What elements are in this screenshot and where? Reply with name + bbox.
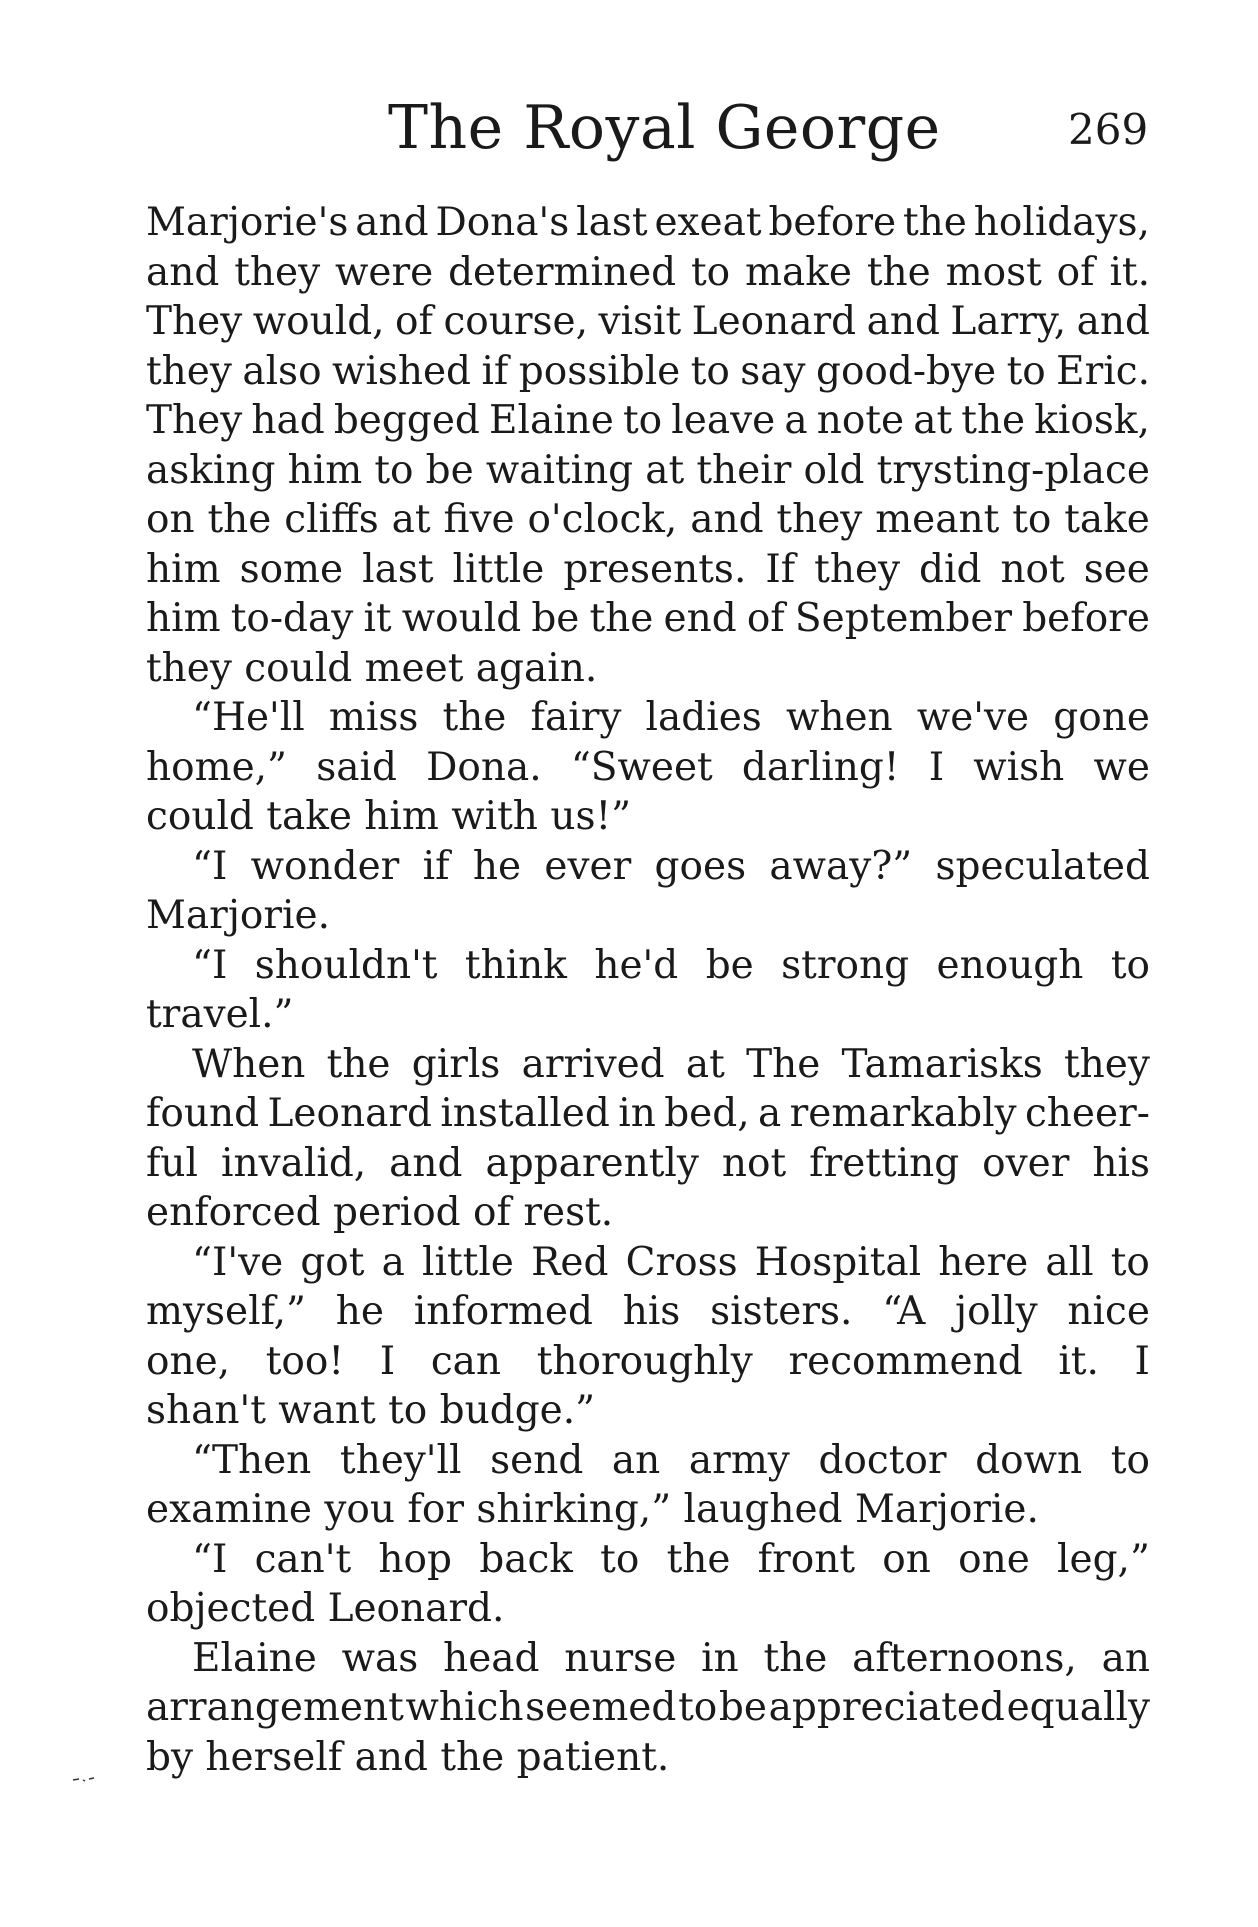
word: little	[422, 1239, 514, 1285]
word: If	[765, 546, 796, 592]
word: shouldn't	[254, 942, 438, 988]
word: he	[472, 843, 522, 889]
word: “Then	[192, 1437, 312, 1483]
word: at	[391, 497, 431, 542]
word: which	[405, 1685, 524, 1730]
word: if	[422, 843, 450, 889]
word: Larry,	[950, 299, 1067, 344]
word: recommend	[788, 1338, 1023, 1384]
word: wished	[331, 348, 472, 394]
text-line	[146, 1436, 1150, 1486]
word: did	[919, 546, 982, 592]
word: last	[362, 546, 434, 592]
word: they'll	[339, 1437, 462, 1483]
word: him	[287, 447, 363, 493]
word: the	[442, 695, 507, 740]
word: installed	[440, 1091, 610, 1136]
text-line	[146, 1337, 1150, 1387]
word: end	[663, 596, 737, 641]
text-line	[146, 347, 1150, 397]
word: wish	[973, 744, 1065, 790]
word: September	[794, 596, 1013, 641]
word: “A	[882, 1289, 926, 1334]
text-line	[146, 842, 1150, 892]
word: enough	[936, 942, 1084, 988]
word: on	[146, 497, 195, 542]
word: “Sweet	[570, 744, 713, 790]
text-line	[146, 198, 1150, 248]
text-line: travel.”	[146, 992, 294, 1037]
word: and	[690, 497, 764, 542]
text-line	[146, 1139, 1150, 1189]
word: an	[1101, 1635, 1150, 1681]
word: a	[757, 1091, 782, 1136]
word: o'clock,	[527, 497, 678, 542]
word: can't	[254, 1536, 352, 1582]
word: little	[452, 546, 545, 592]
word: be	[425, 447, 474, 493]
word: course,	[443, 299, 589, 344]
word: it.	[1058, 1338, 1099, 1384]
word: him	[146, 596, 221, 641]
word: their	[696, 447, 792, 493]
word: Cross	[625, 1239, 738, 1285]
word: see	[1083, 546, 1150, 592]
text-line	[146, 1535, 1150, 1585]
word: afternoons,	[852, 1635, 1077, 1681]
word: I	[1134, 1338, 1150, 1384]
word: last	[576, 200, 648, 245]
word: arrived	[521, 1041, 665, 1087]
word: say	[740, 348, 806, 394]
word: the	[589, 596, 654, 641]
word: holidays,	[973, 200, 1150, 245]
word: of	[1056, 249, 1095, 295]
word: got	[300, 1239, 365, 1285]
word: equally	[1006, 1685, 1150, 1730]
word: Marjorie's	[146, 200, 349, 245]
word: to	[1110, 942, 1150, 988]
word: back	[479, 1536, 573, 1582]
word: and	[146, 249, 220, 295]
word: sisters.	[710, 1289, 853, 1334]
word: old	[803, 447, 865, 493]
word: army	[688, 1437, 790, 1483]
word: too!	[265, 1338, 345, 1384]
word: most	[945, 249, 1042, 295]
word: we	[1093, 744, 1150, 790]
word: “I	[192, 843, 228, 889]
word: one	[958, 1536, 1030, 1582]
word: seemed	[525, 1685, 677, 1730]
word: jolly	[955, 1289, 1038, 1334]
word: visit	[598, 299, 682, 344]
word: the	[763, 1635, 828, 1681]
word: Leonard	[267, 1091, 432, 1136]
word: waiting	[485, 447, 634, 493]
word: ladies	[645, 695, 762, 740]
word: and	[1076, 299, 1150, 344]
word: front	[757, 1536, 856, 1582]
word: be	[531, 596, 580, 641]
word: arrangement	[146, 1685, 404, 1730]
word: to	[1110, 1437, 1150, 1483]
word: wonder	[250, 843, 400, 889]
text-line	[146, 545, 1150, 595]
word: to	[374, 447, 414, 493]
word: think	[464, 942, 567, 988]
word: goes	[654, 843, 747, 889]
text-line	[146, 1238, 1150, 1288]
word: it.	[1109, 249, 1150, 295]
word: in	[618, 1091, 656, 1136]
word: before	[768, 200, 897, 245]
text-line: by herself and the patient.	[146, 1734, 670, 1780]
word: were	[335, 249, 434, 295]
text-line	[146, 1040, 1150, 1090]
word: the	[326, 1041, 391, 1087]
word: ful	[146, 1140, 199, 1186]
word: and	[866, 299, 940, 344]
word: fretting	[809, 1140, 960, 1186]
word: away?”	[769, 843, 913, 889]
word: said	[316, 744, 397, 790]
word: also	[242, 348, 322, 394]
text-line	[146, 693, 1150, 743]
word: When	[192, 1041, 306, 1087]
text-line: objected Leonard.	[146, 1586, 505, 1631]
word: a	[784, 398, 808, 443]
stray-ink-mark	[72, 1775, 96, 1783]
word: “I	[192, 942, 228, 988]
word: I	[379, 1338, 396, 1384]
word: head	[443, 1635, 540, 1681]
word: not	[721, 1140, 787, 1186]
word: one,	[146, 1338, 231, 1384]
word: the	[666, 1536, 731, 1582]
word: of	[746, 596, 785, 641]
word: be	[705, 942, 754, 988]
word: they	[146, 348, 232, 394]
word: home,”	[146, 744, 287, 790]
word: his	[1092, 1140, 1150, 1186]
word: to	[678, 1685, 718, 1730]
word: they	[234, 249, 321, 295]
word: strong	[781, 942, 910, 988]
word: remarkably	[789, 1091, 1017, 1136]
word: found	[146, 1091, 260, 1136]
word: they	[814, 546, 901, 592]
word: kiosk,	[1034, 398, 1150, 443]
word: nurse	[564, 1635, 677, 1681]
word: over	[982, 1140, 1070, 1186]
text-line	[146, 1089, 1150, 1139]
word: to	[690, 348, 730, 394]
word: to	[1012, 497, 1052, 542]
word: Leonard	[691, 299, 857, 344]
word: to	[600, 1536, 640, 1582]
text-line	[146, 743, 1150, 793]
word: we've	[916, 695, 1030, 740]
word: begged	[333, 398, 480, 443]
word: Red	[531, 1239, 609, 1285]
word: send	[490, 1437, 584, 1483]
word: can	[430, 1338, 502, 1384]
word: They	[146, 299, 243, 344]
word: it	[363, 596, 392, 641]
text-line	[146, 594, 1150, 644]
word: leave	[671, 398, 776, 443]
word: to	[1110, 1239, 1150, 1285]
word: ever	[544, 843, 632, 889]
word: to-day	[230, 596, 354, 641]
word: if	[481, 348, 509, 394]
word: exeat	[654, 200, 762, 245]
word: here	[938, 1239, 1029, 1285]
body-text	[146, 198, 1150, 1782]
word: the	[207, 497, 272, 542]
text-line: could take him with us!”	[146, 794, 632, 839]
word: they	[1064, 1041, 1150, 1087]
word: informed	[413, 1289, 593, 1334]
word: presents.	[563, 546, 747, 592]
word: they	[776, 497, 863, 542]
word: meant	[875, 497, 1000, 542]
text-line	[146, 297, 1150, 347]
text-line	[146, 446, 1150, 496]
word: invalid,	[221, 1140, 367, 1186]
word: fairy	[530, 695, 622, 740]
word: asking	[146, 447, 276, 493]
word: would,	[252, 299, 385, 344]
word: note	[816, 398, 905, 443]
word: down	[975, 1437, 1083, 1483]
word: before	[1022, 596, 1150, 641]
word: doctor	[818, 1437, 947, 1483]
word: to	[691, 249, 731, 295]
text-line: enforced period of rest.	[146, 1190, 614, 1235]
word: had	[251, 398, 325, 443]
word: darling!	[741, 744, 900, 790]
word: bed,	[664, 1091, 750, 1136]
word: he	[335, 1289, 384, 1334]
word: at	[645, 447, 685, 493]
word: not	[1000, 546, 1065, 592]
word: be	[718, 1685, 767, 1730]
word: hop	[378, 1536, 452, 1582]
word: Elaine	[192, 1635, 317, 1681]
word: myself,”	[146, 1289, 306, 1334]
word: when	[785, 695, 893, 740]
word: gone	[1053, 695, 1150, 740]
word: Dona's	[435, 200, 570, 245]
word: cliffs	[284, 497, 379, 542]
word: an	[611, 1437, 661, 1483]
word: at	[913, 398, 953, 443]
word: all	[1045, 1239, 1094, 1285]
text-line	[146, 1287, 1150, 1337]
word: thoroughly	[536, 1338, 753, 1384]
word: would	[401, 596, 522, 641]
word: take	[1064, 497, 1150, 542]
text-line	[146, 495, 1150, 545]
word: I	[928, 744, 945, 790]
text-line	[146, 396, 1150, 446]
word: The	[746, 1041, 821, 1087]
word: he'd	[594, 942, 679, 988]
word: good-bye	[815, 348, 997, 394]
word: the	[903, 200, 967, 245]
word: girls	[411, 1041, 501, 1087]
word: to	[623, 398, 663, 443]
word: the	[866, 249, 931, 295]
word: speculated	[935, 843, 1150, 889]
text-line	[146, 941, 1150, 991]
word: “He'll	[192, 695, 305, 740]
word: miss	[328, 695, 419, 740]
word: his	[622, 1289, 681, 1334]
word: nice	[1067, 1289, 1150, 1334]
text-line: Marjorie.	[146, 893, 330, 938]
word: on	[882, 1536, 931, 1582]
word: in	[701, 1635, 739, 1681]
word: leg,”	[1057, 1536, 1150, 1582]
text-line: examine you for shirking,” laughed Marjorie.	[146, 1487, 1039, 1532]
page-number: 269	[1068, 105, 1149, 154]
word: They	[146, 398, 243, 443]
running-title: The Royal George	[388, 93, 941, 163]
word: Tamarisks	[841, 1041, 1043, 1087]
word: Hospital	[754, 1239, 922, 1285]
word: make	[745, 249, 852, 295]
word: five	[443, 497, 515, 542]
word: Eric.	[1056, 348, 1150, 394]
word: determined	[448, 249, 677, 295]
word: trysting-place	[876, 447, 1150, 493]
text-line: they could meet again.	[146, 645, 598, 691]
word: the	[961, 398, 1026, 443]
text-line	[146, 1683, 1150, 1733]
word: a	[381, 1239, 405, 1285]
text-line	[146, 1634, 1150, 1684]
word: to	[1006, 348, 1046, 394]
word: apparently	[485, 1140, 699, 1186]
text-line: shan't want to budge.”	[146, 1388, 596, 1433]
word: some	[239, 546, 344, 592]
word: “I've	[192, 1239, 284, 1285]
text-line	[146, 248, 1150, 298]
word: was	[341, 1635, 419, 1681]
word: and	[389, 1140, 463, 1186]
word: “I	[192, 1536, 228, 1582]
word: at	[685, 1041, 725, 1087]
word: and	[355, 200, 429, 245]
word: Dona.	[426, 744, 542, 790]
word: of	[395, 299, 433, 344]
word: him	[146, 546, 221, 592]
word: possible	[518, 348, 681, 394]
word: appreciated	[768, 1685, 1005, 1730]
word: cheer-	[1024, 1091, 1150, 1136]
word: Elaine	[489, 398, 614, 443]
